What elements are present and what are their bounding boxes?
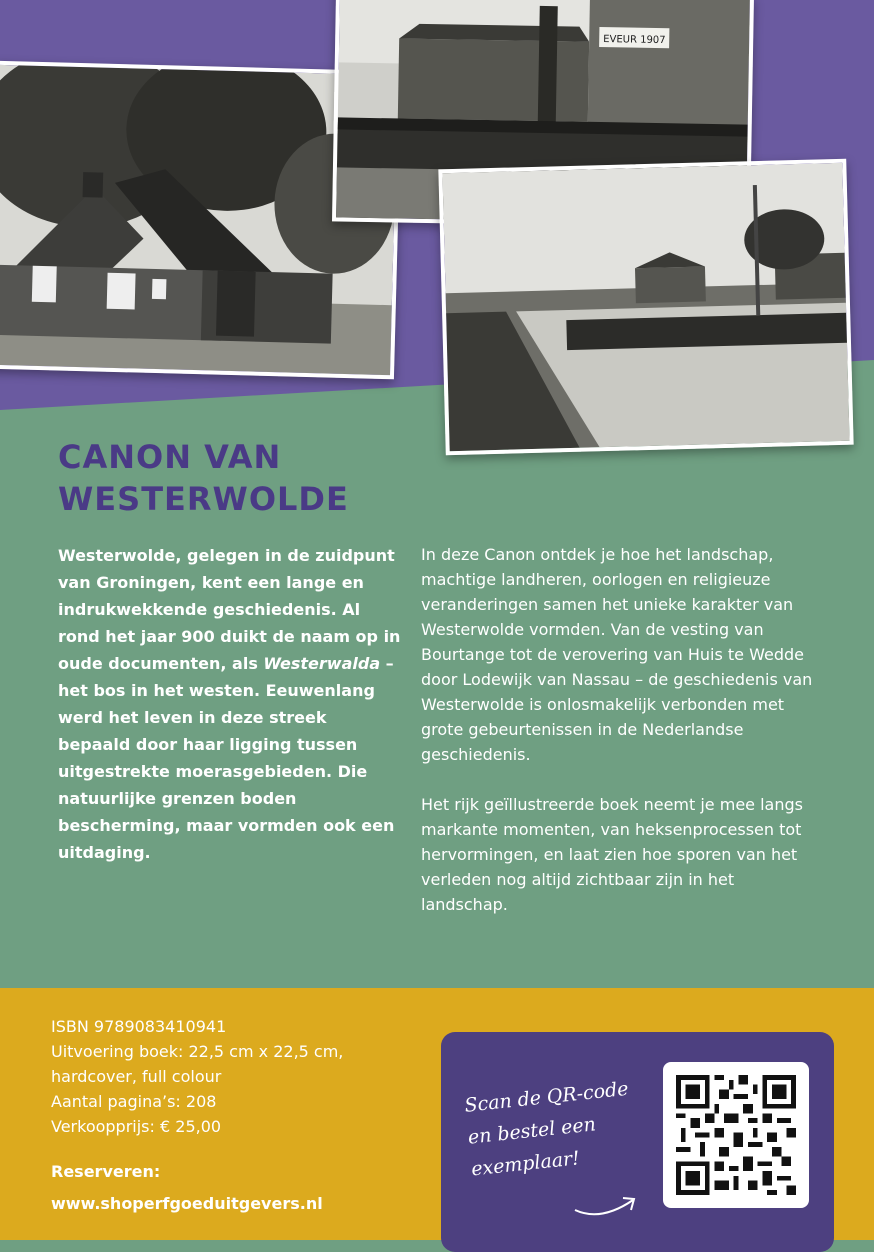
intro-em: Westerwalda <box>263 654 381 673</box>
reserve-label: Reserveren: <box>51 1162 161 1181</box>
scan-line-2: en bestel een <box>466 1113 597 1149</box>
body-paragraph-2: Het rijk geïllustreerde boek neemt je mee langs markante momenten, van heksenprocessen tot hervormingen, en laat zien hoe sporen van het verleden nog altijd zichtbaar zijn in het landschap. <box>421 795 803 914</box>
scan-line-3: exemplaar! <box>470 1147 581 1181</box>
page-title: CANON VAN WESTERWOLDE <box>58 438 349 518</box>
scan-line-1: Scan de QR-code <box>463 1077 630 1117</box>
intro-text <box>58 542 403 866</box>
reserve-url[interactable]: www.shoperfgoeduitgevers.nl <box>51 1194 323 1213</box>
qr-panel <box>441 1032 834 1252</box>
page-count: Aantal pagina’s: 208 <box>51 1092 217 1111</box>
intro-before: Westerwolde, gelegen in de zuidpunt van Groningen, kent een lange en indrukwekkende geschiedenis. Al rond het jaar 900 duikt de naam op in oude documenten, als <box>58 546 401 673</box>
book-specs <box>51 1014 411 1139</box>
reserve-block <box>51 1156 323 1220</box>
isbn: ISBN 9789083410941 <box>51 1017 227 1036</box>
intro-after: – het bos in het westen. Eeuwenlang werd het leven in deze streek bepaald door haar ligging tussen uitgestrekte moerasgebieden. Die natuurlijke grenzen boden bescherming, maar vormden ook een uitdaging. <box>58 654 395 862</box>
arrow-icon <box>571 1182 641 1222</box>
body-paragraph-1: In deze Canon ontdek je hoe het landschap, machtige landheren, oorlogen en religieuze veranderingen samen het unieke karakter van Westerwolde vormden. Van de vesting van Bourtange tot de verovering van Huis te Wedde door Lodewijk van Nassau – de geschiedenis van Westerwolde is onlosmakelijk verbonden met grote gebeurtenissen in de Nederlandse geschiedenis. <box>421 545 813 764</box>
canal-photo <box>438 159 853 456</box>
price: Verkoopprijs: € 25,00 <box>51 1117 222 1136</box>
uitvoering-line-1: Uitvoering boek: 22,5 cm x 22,5 cm, <box>51 1042 344 1061</box>
qr-code[interactable] <box>663 1062 809 1208</box>
uitvoering-line-2: hardcover, full colour <box>51 1067 222 1086</box>
qr-code-icon <box>676 1075 796 1195</box>
factory-sign: EVEUR 1907 <box>603 34 666 47</box>
body-text <box>421 542 821 942</box>
scan-text <box>463 1070 662 1185</box>
